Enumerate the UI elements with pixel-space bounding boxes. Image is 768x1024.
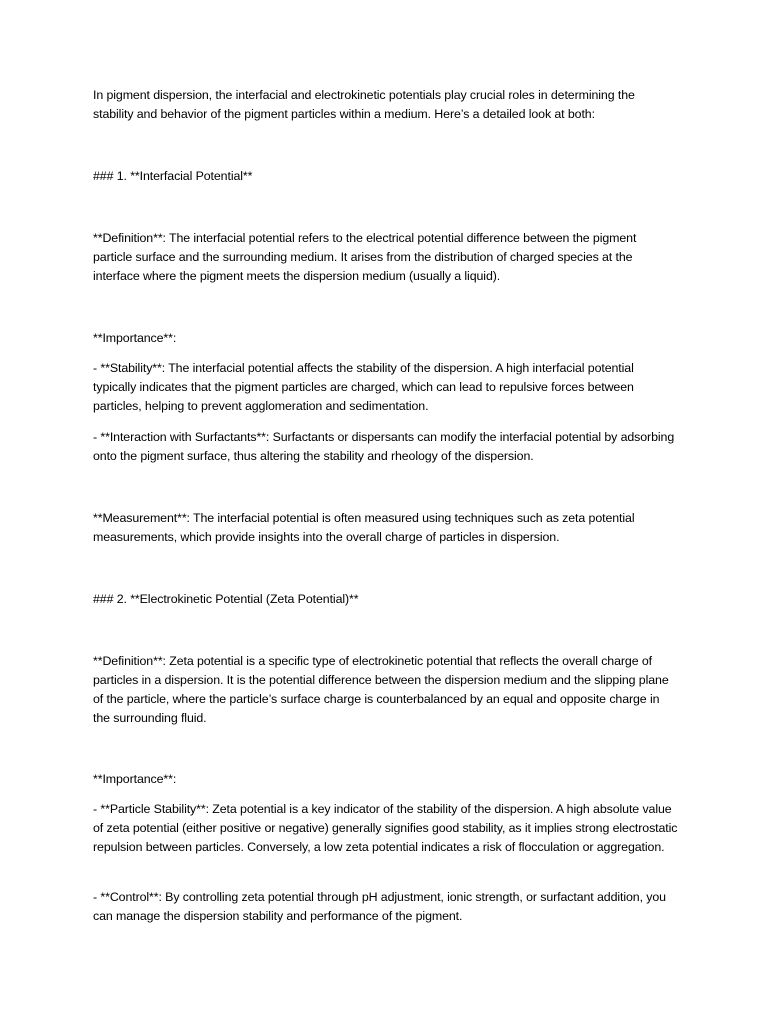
section-2-bullet-control: - **Control**: By controlling zeta potential through pH adjustment, ionic strength, or surfactant addition, you can manage the dispersion stability and performance of the pigment. bbox=[93, 890, 666, 923]
section-2-importance-label: **Importance**: bbox=[93, 772, 177, 786]
section-1-bullet-surfactants: - **Interaction with Surfactants**: Surfactants or dispersants can modify the interfacial potential by adsorbing onto the pigment surface, thus altering the stability and rheology of the dispersion. bbox=[93, 430, 675, 463]
section-2-heading: ### 2. **Electrokinetic Potential (Zeta Potential)** bbox=[93, 592, 359, 606]
section-1-definition: **Definition**: The interfacial potential refers to the electrical potential difference between the pigment particle surface and the surrounding medium. It arises from the distribution of charged species at the interface where the pigment meets the dispersion medium (usually a liquid). bbox=[93, 231, 637, 283]
section-1-heading: ### 1. **Interfacial Potential** bbox=[93, 169, 253, 183]
section-1-measurement: **Measurement**: The interfacial potential is often measured using techniques such as zeta potential measurements, which provide insights into the overall charge of particles in dispersion. bbox=[93, 511, 635, 544]
section-1-importance-label: **Importance**: bbox=[93, 331, 177, 345]
intro-paragraph: In pigment dispersion, the interfacial and electrokinetic potentials play crucial roles in determining the stability and behavior of the pigment particles within a medium. Here’s a detailed look at both: bbox=[93, 88, 635, 121]
section-1-bullet-stability: - **Stability**: The interfacial potential affects the stability of the dispersion. A high interfacial potential typically indicates that the pigment particles are charged, which can lead to repulsive forces between particles, helping to prevent agglomeration and sedimentation. bbox=[93, 361, 634, 413]
section-2-definition: **Definition**: Zeta potential is a specific type of electrokinetic potential that reflects the overall charge of particles in a dispersion. It is the potential difference between the dispersion medium and the slipping plane of the particle, where the particle’s surface charge is counterbalanced by an equal and opposite charge in the surrounding fluid. bbox=[93, 654, 669, 725]
section-2-bullet-particle-stability: - **Particle Stability**: Zeta potential is a key indicator of the stability of the dispersion. A high absolute value of zeta potential (either positive or negative) generally signifies good stability, as it implies strong electrostatic repulsion between particles. Conversely, a low zeta potential indicates a risk of flocculation or aggregation. bbox=[93, 802, 678, 854]
